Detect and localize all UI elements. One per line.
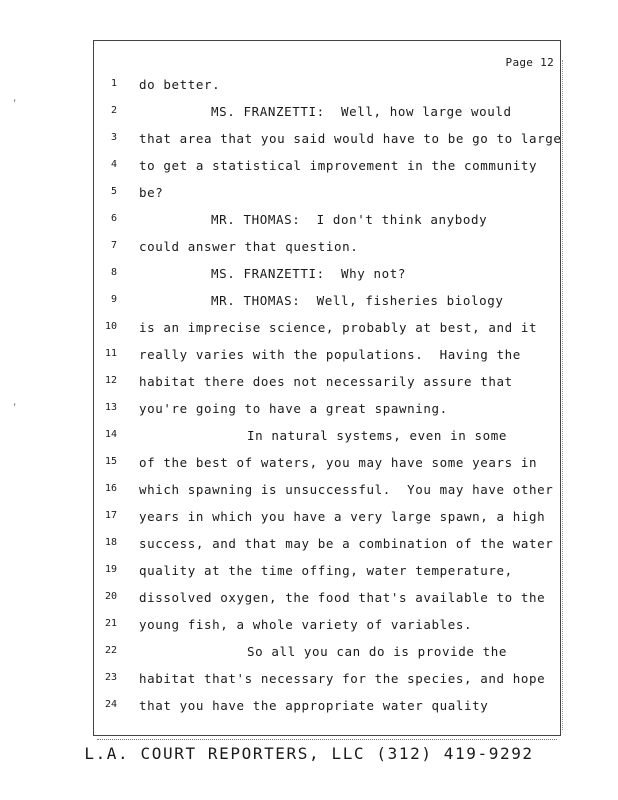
transcript-line-text: is an imprecise science, probably at best, and it (139, 320, 538, 335)
transcript-line-text: MS. FRANZETTI: Well, how large would (211, 104, 512, 119)
line-number: 2 (110, 105, 117, 116)
line-number: 15 (104, 456, 117, 467)
transcript-line-text: of the best of waters, you may have some years in (139, 455, 538, 470)
transcript-line-text: years in which you have a very large spawn, a high (139, 509, 546, 524)
line-number: 7 (110, 240, 117, 251)
line-number: 16 (104, 483, 117, 494)
transcript-line-text: dissolved oxygen, the food that's available to the (139, 590, 546, 605)
transcript-line-text: In natural systems, even in some (247, 428, 508, 443)
transcript-line-text: that you have the appropriate water quality (139, 698, 489, 713)
transcript-line-text: to get a statistical improvement in the community (139, 158, 538, 173)
line-number: 23 (104, 672, 117, 683)
transcript-line-text: could answer that question. (139, 239, 359, 254)
line-number: 5 (110, 186, 117, 197)
transcript-line-text: MR. THOMAS: I don't think anybody (211, 212, 488, 227)
transcript-line-text: young fish, a whole variety of variables. (139, 617, 473, 632)
transcript-line-text: quality at the time offing, water temperature, (139, 563, 513, 578)
line-number: 20 (104, 591, 117, 602)
transcript-line-text: you're going to have a great spawning. (139, 401, 448, 416)
page-number: Page 12 (505, 56, 554, 69)
line-number: 1 (110, 78, 117, 89)
transcript-line-text: that area that you said would have to be go to large (139, 131, 562, 146)
transcript-line-text: which spawning is unsuccessful. You may have other (139, 482, 554, 497)
line-number: 17 (104, 510, 117, 521)
line-number: 24 (104, 699, 117, 710)
transcript-line-text: So all you can do is provide the (247, 644, 508, 659)
line-number: 8 (110, 267, 117, 278)
transcript-line-text: be? (139, 185, 164, 200)
line-number: 10 (104, 321, 117, 332)
line-number: 18 (104, 537, 117, 548)
margin-mark: , (12, 398, 18, 408)
transcript-line-text: success, and that may be a combination of the water (139, 536, 554, 551)
line-number: 11 (104, 348, 117, 359)
line-number: 3 (110, 132, 117, 143)
right-margin-dotted-line (562, 60, 564, 730)
line-number: 14 (104, 429, 117, 440)
transcript-line-text: MS. FRANZETTI: Why not? (211, 266, 407, 281)
line-number: 9 (110, 294, 117, 305)
court-reporter-footer: L.A. COURT REPORTERS, LLC (312) 419-9292 (84, 744, 534, 763)
line-number: 22 (104, 645, 117, 656)
transcript-line-text: MR. THOMAS: Well, fisheries biology (211, 293, 504, 308)
line-number: 21 (104, 618, 117, 629)
transcript-line-text: habitat that's necessary for the species, and hope (139, 671, 546, 686)
line-number: 19 (104, 564, 117, 575)
line-number: 13 (104, 402, 117, 413)
transcript-line-text: really varies with the populations. Having the (139, 347, 521, 362)
transcript-line-text: habitat there does not necessarily assure that (139, 374, 513, 389)
line-number: 6 (110, 213, 117, 224)
transcript-line-text: do better. (139, 77, 221, 92)
line-number: 12 (104, 375, 117, 386)
line-number: 4 (110, 159, 117, 170)
margin-mark: , (12, 94, 18, 104)
